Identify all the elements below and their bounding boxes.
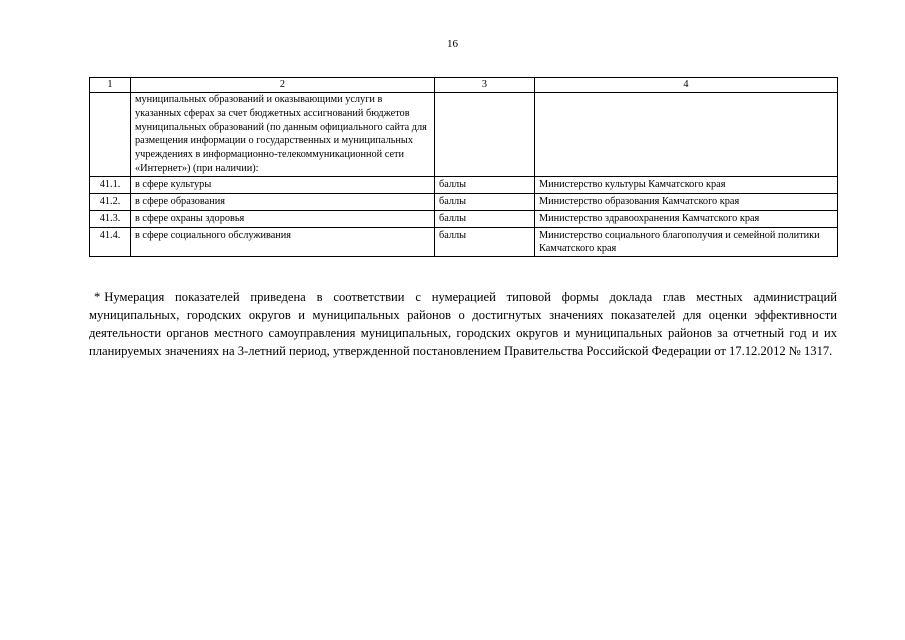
cell-description: муниципальных образований и оказывающими услуги в указанных сферах за счет бюджетных ассигнований бюджетов муниципальных образований (по данным официального сайта для размещения информации о государственных и муниципальных учреждениях в информационно-телекоммуникационной сети «Интернет») (при наличии): [131,93,435,177]
cell-num [90,93,131,177]
table-row [90,193,838,210]
table-row-intro [90,93,838,177]
cell-description: в сфере образования [131,193,435,210]
table-row [90,227,838,256]
column-header-2: 2 [131,78,435,93]
footnote-text: Нумерация показателей приведена в соответствии с нумерацией типовой формы доклада глав местных администраций муниципальных, городских округов и муниципальных районов о достигнутых значениях показателей для оценки эффективности деятельности органов местного самоуправления муниципальных, городских округов и муниципальных районов за отчетный год и их планируемых значениях на 3-летний период, утвержденной постановлением Правительства Российской Федерации от 17.12.2012 № 1317. [89,290,837,358]
cell-organization [535,93,838,177]
cell-description: в сфере охраны здоровья [131,210,435,227]
column-header-4: 4 [535,78,838,93]
cell-num: 41.4. [90,227,131,256]
cell-num: 41.2. [90,193,131,210]
cell-unit: баллы [435,193,535,210]
footnote-marker: * [94,290,101,304]
cell-organization: Министерство культуры Камчатского края [535,176,838,193]
table-row [90,210,838,227]
cell-unit: баллы [435,227,535,256]
cell-unit: баллы [435,210,535,227]
cell-num: 41.3. [90,210,131,227]
cell-num: 41.1. [90,176,131,193]
footnote [89,288,837,360]
cell-organization: Министерство здравоохранения Камчатского края [535,210,838,227]
column-header-1: 1 [90,78,131,93]
table-row [90,176,838,193]
table-header-row [90,78,838,93]
page-number: 16 [447,38,458,50]
column-header-3: 3 [435,78,535,93]
cell-organization: Министерство социального благополучия и семейной политики Камчатского края [535,227,838,256]
indicators-table [89,77,838,257]
cell-unit: баллы [435,176,535,193]
cell-description: в сфере культуры [131,176,435,193]
cell-description: в сфере социального обслуживания [131,227,435,256]
cell-unit [435,93,535,177]
cell-organization: Министерство образования Камчатского края [535,193,838,210]
